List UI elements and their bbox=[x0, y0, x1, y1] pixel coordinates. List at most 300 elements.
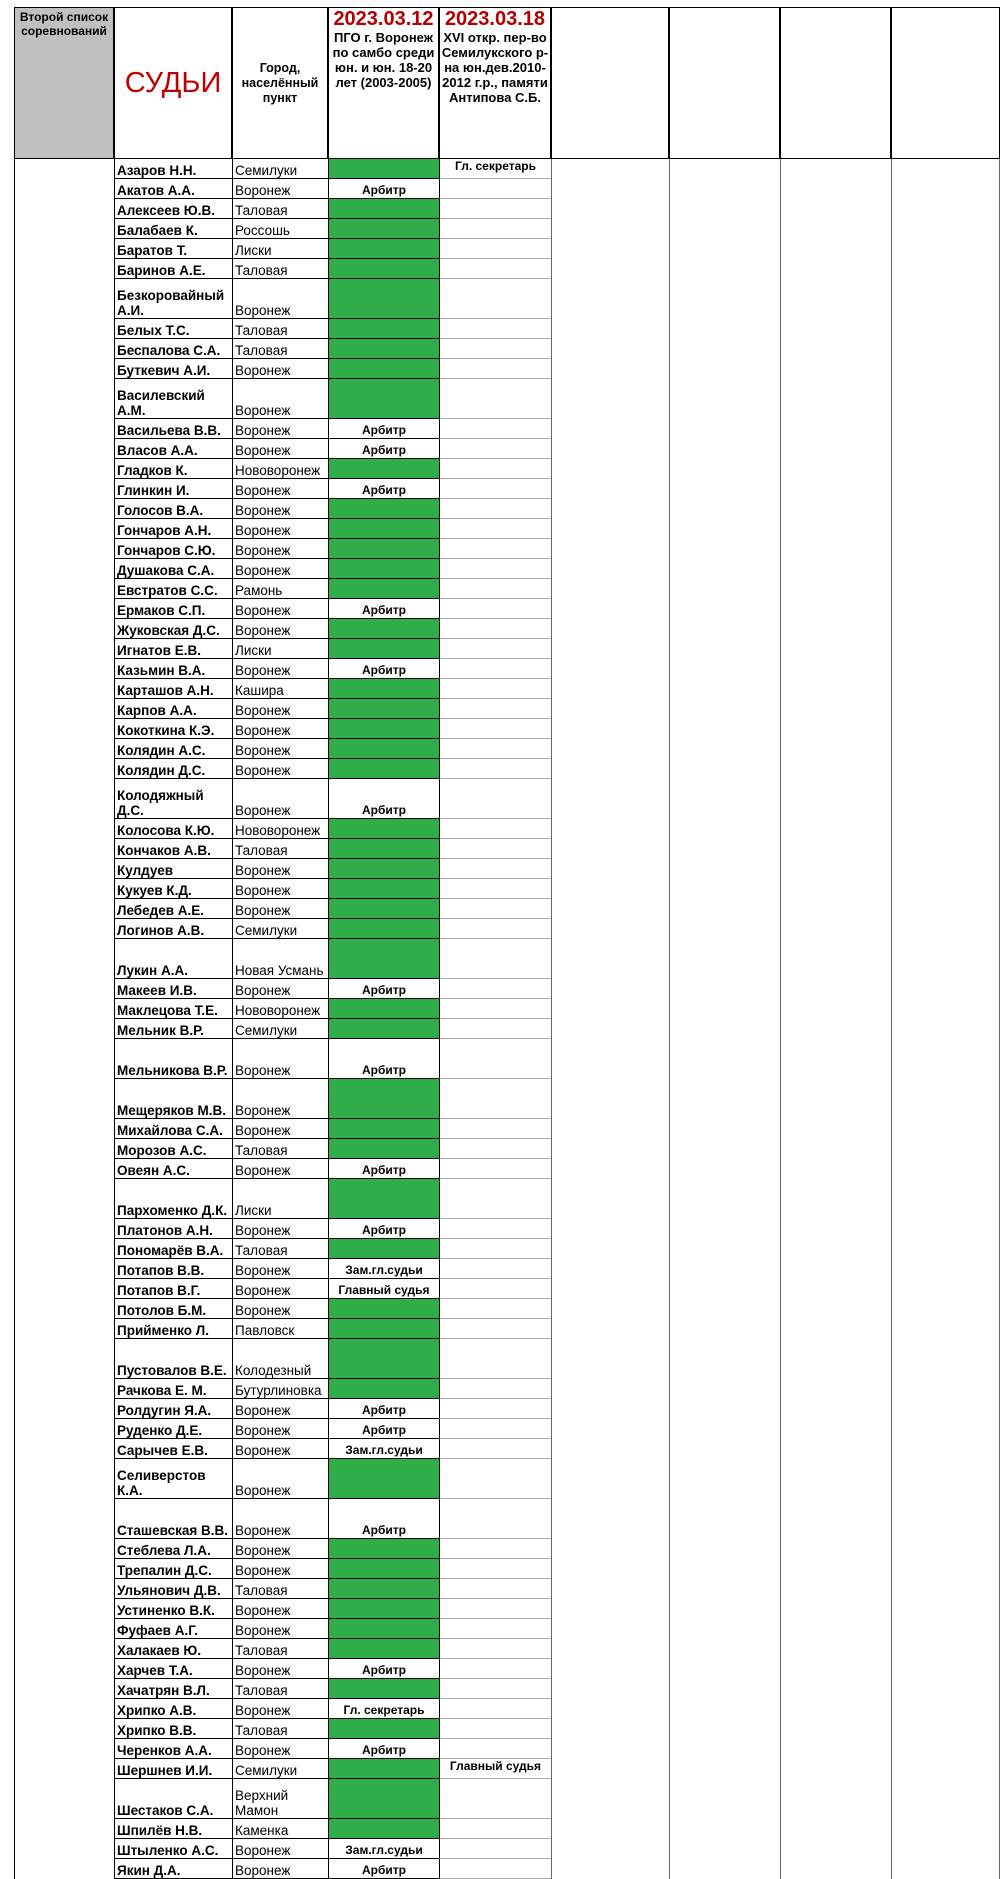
judge-c2-cell bbox=[439, 1859, 551, 1879]
judge-name-cell: Балабаев К. bbox=[114, 219, 232, 239]
judge-name-cell: Жуковская Д.С. bbox=[114, 619, 232, 639]
judge-c2-cell bbox=[439, 1639, 551, 1659]
judge-city-cell: Воронеж bbox=[232, 619, 328, 639]
judge-c2-cell bbox=[439, 1239, 551, 1259]
judge-c2-cell bbox=[439, 1399, 551, 1419]
judge-c2-cell bbox=[439, 479, 551, 499]
judge-city-cell: Таловая bbox=[232, 259, 328, 279]
judge-c1-cell: Арбитр bbox=[328, 179, 439, 199]
judge-city-cell: Воронеж bbox=[232, 659, 328, 679]
judge-c2-cell bbox=[439, 1079, 551, 1119]
judge-city-cell: Бутурлиновка bbox=[232, 1379, 328, 1399]
judge-name-cell: Потапов В.В. bbox=[114, 1259, 232, 1279]
judge-name-cell: Потапов В.Г. bbox=[114, 1279, 232, 1299]
judge-c1-cell: Зам.гл.судьи bbox=[328, 1259, 439, 1279]
judge-c2-cell bbox=[439, 1339, 551, 1379]
judge-name-cell: Руденко Д.Е. bbox=[114, 1419, 232, 1439]
judge-c2-cell bbox=[439, 679, 551, 699]
judge-name-cell: Халакаев Ю. bbox=[114, 1639, 232, 1659]
judge-name-cell: Морозов А.С. bbox=[114, 1139, 232, 1159]
judge-c1-cell bbox=[328, 1539, 439, 1559]
judge-city-cell: Воронеж bbox=[232, 879, 328, 899]
judge-name-cell: Шестаков С.А. bbox=[114, 1779, 232, 1819]
judge-c1-cell bbox=[328, 1679, 439, 1699]
judge-c2-cell bbox=[439, 499, 551, 519]
judge-name-cell: Сташевская В.В. bbox=[114, 1499, 232, 1539]
judge-name-cell: Ролдугин Я.А. bbox=[114, 1399, 232, 1419]
judge-city-cell: Воронеж bbox=[232, 499, 328, 519]
judge-c1-cell: Арбитр bbox=[328, 1499, 439, 1539]
judge-c2-cell bbox=[439, 619, 551, 639]
judge-name-cell: Васильева В.В. bbox=[114, 419, 232, 439]
judge-c2-cell bbox=[439, 179, 551, 199]
judge-c1-cell: Арбитр bbox=[328, 1219, 439, 1239]
judge-name-cell: Пархоменко Д.К. bbox=[114, 1179, 232, 1219]
judge-name-cell: Харчев Т.А. bbox=[114, 1659, 232, 1679]
judge-city-cell: Воронеж bbox=[232, 479, 328, 499]
judge-c2-cell bbox=[439, 1679, 551, 1699]
judge-city-cell: Нововоронеж bbox=[232, 459, 328, 479]
judge-c1-cell bbox=[328, 519, 439, 539]
judge-city-cell: Воронеж bbox=[232, 1279, 328, 1299]
grid-line bbox=[14, 159, 15, 1879]
judge-c2-cell bbox=[439, 1779, 551, 1819]
judge-city-cell: Воронеж bbox=[232, 1159, 328, 1179]
judge-name-cell: Мельник В.Р. bbox=[114, 1019, 232, 1039]
judge-c2-cell bbox=[439, 979, 551, 999]
judge-name-cell: Стеблева Л.А. bbox=[114, 1539, 232, 1559]
judge-name-cell: Платонов А.Н. bbox=[114, 1219, 232, 1239]
judge-name-cell: Евстратов С.С. bbox=[114, 579, 232, 599]
judge-c2-cell bbox=[439, 459, 551, 479]
judge-c1-cell bbox=[328, 1619, 439, 1639]
judge-city-cell: Таловая bbox=[232, 1719, 328, 1739]
judge-city-cell: Россошь bbox=[232, 219, 328, 239]
judge-c2-cell bbox=[439, 559, 551, 579]
judge-city-cell: Воронеж bbox=[232, 519, 328, 539]
judge-c1-cell bbox=[328, 999, 439, 1019]
judge-c2-cell bbox=[439, 379, 551, 419]
judge-c1-cell bbox=[328, 1179, 439, 1219]
judge-c2-cell bbox=[439, 739, 551, 759]
judge-c1-cell bbox=[328, 639, 439, 659]
judge-c2-cell bbox=[439, 339, 551, 359]
judge-c1-cell bbox=[328, 1299, 439, 1319]
judge-c2-cell bbox=[439, 439, 551, 459]
judge-c1-cell bbox=[328, 899, 439, 919]
judge-c1-cell bbox=[328, 1319, 439, 1339]
judge-c1-cell bbox=[328, 1379, 439, 1399]
judge-c1-cell bbox=[328, 619, 439, 639]
judge-c1-cell: Арбитр bbox=[328, 1419, 439, 1439]
judge-city-cell: Воронеж bbox=[232, 179, 328, 199]
judge-c1-cell bbox=[328, 879, 439, 899]
judge-c1-cell bbox=[328, 1459, 439, 1499]
judge-name-cell: Душакова С.А. bbox=[114, 559, 232, 579]
judge-name-cell: Буткевич А.И. bbox=[114, 359, 232, 379]
judge-name-cell: Хачатрян В.Л. bbox=[114, 1679, 232, 1699]
judge-city-cell: Воронеж bbox=[232, 1259, 328, 1279]
judge-c2-cell bbox=[439, 1819, 551, 1839]
judge-name-cell: Штыленко А.С. bbox=[114, 1839, 232, 1859]
judge-city-cell: Нововоронеж bbox=[232, 819, 328, 839]
judge-c2-cell bbox=[439, 1439, 551, 1459]
judge-name-cell: Устиненко В.К. bbox=[114, 1599, 232, 1619]
judge-city-cell: Таловая bbox=[232, 319, 328, 339]
judge-c1-cell: Арбитр bbox=[328, 979, 439, 999]
judge-city-cell: Воронеж bbox=[232, 1659, 328, 1679]
judge-c2-cell bbox=[439, 1219, 551, 1239]
judge-name-cell: Колосова К.Ю. bbox=[114, 819, 232, 839]
judge-c1-cell: Арбитр bbox=[328, 419, 439, 439]
judge-c1-cell bbox=[328, 859, 439, 879]
judge-c2-cell bbox=[439, 1139, 551, 1159]
judge-city-cell: Воронеж bbox=[232, 419, 328, 439]
judge-city-cell: Каменка bbox=[232, 1819, 328, 1839]
judge-name-cell: Прийменко Л. bbox=[114, 1319, 232, 1339]
judge-name-cell: Баринов А.Е. bbox=[114, 259, 232, 279]
judge-name-cell: Василевский А.М. bbox=[114, 379, 232, 419]
judge-city-cell: Воронеж bbox=[232, 979, 328, 999]
judge-name-cell: Маклецова Т.Е. bbox=[114, 999, 232, 1019]
judge-city-cell: Павловск bbox=[232, 1319, 328, 1339]
judge-c1-cell bbox=[328, 539, 439, 559]
judge-name-cell: Михайлова С.А. bbox=[114, 1119, 232, 1139]
judge-c2-cell bbox=[439, 579, 551, 599]
judge-city-cell: Таловая bbox=[232, 199, 328, 219]
judge-city-cell: Таловая bbox=[232, 839, 328, 859]
judge-c2-cell bbox=[439, 539, 551, 559]
judge-name-cell: Акатов А.А. bbox=[114, 179, 232, 199]
judge-c1-cell bbox=[328, 1559, 439, 1579]
competition-header-1 bbox=[328, 7, 439, 159]
judge-c1-cell bbox=[328, 1639, 439, 1659]
judge-name-cell: Шершнев И.И. bbox=[114, 1759, 232, 1779]
judge-name-cell: Карпов А.А. bbox=[114, 699, 232, 719]
judge-c2-cell bbox=[439, 1259, 551, 1279]
judge-c1-cell: Арбитр bbox=[328, 1159, 439, 1179]
judge-c2-cell bbox=[439, 1739, 551, 1759]
judge-city-cell: Воронеж bbox=[232, 1419, 328, 1439]
judge-c2-cell bbox=[439, 839, 551, 859]
judge-c2-cell: Главный судья bbox=[439, 1759, 551, 1779]
judge-c2-cell bbox=[439, 1539, 551, 1559]
judge-name-cell: Хрипко А.В. bbox=[114, 1699, 232, 1719]
judge-c1-cell bbox=[328, 339, 439, 359]
judge-c2-cell bbox=[439, 859, 551, 879]
judge-city-cell: Воронеж bbox=[232, 359, 328, 379]
judge-c1-cell: Арбитр bbox=[328, 479, 439, 499]
judge-city-cell: Воронеж bbox=[232, 759, 328, 779]
judge-city-cell: Воронеж bbox=[232, 1399, 328, 1419]
judge-name-cell: Ермаков С.П. bbox=[114, 599, 232, 619]
judge-name-cell: Мещеряков М.В. bbox=[114, 1079, 232, 1119]
judge-c2-cell bbox=[439, 199, 551, 219]
judge-city-cell: Нововоронеж bbox=[232, 999, 328, 1019]
judge-c1-cell bbox=[328, 1139, 439, 1159]
judge-c2-cell bbox=[439, 239, 551, 259]
judge-c2-cell bbox=[439, 1419, 551, 1439]
judge-c1-cell bbox=[328, 679, 439, 699]
judge-name-cell: Баратов Т. bbox=[114, 239, 232, 259]
judge-c2-cell bbox=[439, 1719, 551, 1739]
judge-city-cell: Лиски bbox=[232, 239, 328, 259]
judge-name-cell: Власов А.А. bbox=[114, 439, 232, 459]
judge-city-cell: Таловая bbox=[232, 1639, 328, 1659]
judge-name-cell: Рачкова Е. М. bbox=[114, 1379, 232, 1399]
judge-c1-cell bbox=[328, 739, 439, 759]
judge-name-cell: Кукуев К.Д. bbox=[114, 879, 232, 899]
judge-c1-cell: Гл. секретарь bbox=[328, 1699, 439, 1719]
judge-c1-cell: Арбитр bbox=[328, 599, 439, 619]
judge-city-cell: Воронеж bbox=[232, 1499, 328, 1539]
judge-c2-cell bbox=[439, 279, 551, 319]
judge-c2-cell bbox=[439, 1039, 551, 1079]
judge-name-cell: Гончаров С.Ю. bbox=[114, 539, 232, 559]
judge-city-cell: Таловая bbox=[232, 1239, 328, 1259]
judge-c1-cell bbox=[328, 259, 439, 279]
judge-c2-cell bbox=[439, 1839, 551, 1859]
judge-c2-cell bbox=[439, 1459, 551, 1499]
judge-c1-cell bbox=[328, 379, 439, 419]
judge-city-cell: Воронеж bbox=[232, 859, 328, 879]
judge-c1-cell bbox=[328, 939, 439, 979]
judge-name-cell: Логинов А.В. bbox=[114, 919, 232, 939]
judge-city-cell: Воронеж bbox=[232, 599, 328, 619]
competition-date-2: 2023.03.18 bbox=[444, 8, 546, 30]
judge-city-cell: Семилуки bbox=[232, 159, 328, 179]
judge-city-cell: Воронеж bbox=[232, 1739, 328, 1759]
judge-c2-cell bbox=[439, 319, 551, 339]
judge-c2-cell bbox=[439, 699, 551, 719]
judge-name-cell: Селиверстов К.А. bbox=[114, 1459, 232, 1499]
judge-city-cell: Колодезный bbox=[232, 1339, 328, 1379]
judge-c2-cell bbox=[439, 1699, 551, 1719]
judge-c1-cell: Арбитр bbox=[328, 1399, 439, 1419]
judge-c1-cell bbox=[328, 1019, 439, 1039]
judge-c1-cell bbox=[328, 1779, 439, 1819]
judge-c1-cell bbox=[328, 219, 439, 239]
judge-c1-cell bbox=[328, 559, 439, 579]
judge-c2-cell bbox=[439, 1179, 551, 1219]
judge-c1-cell bbox=[328, 459, 439, 479]
judge-name-cell: Колядин А.С. bbox=[114, 739, 232, 759]
judge-c1-cell bbox=[328, 1339, 439, 1379]
judge-city-cell: Рамонь bbox=[232, 579, 328, 599]
judge-name-cell: Игнатов Е.В. bbox=[114, 639, 232, 659]
judge-c1-cell bbox=[328, 919, 439, 939]
judge-name-cell: Якин Д.А. bbox=[114, 1859, 232, 1879]
judge-c2-cell bbox=[439, 1159, 551, 1179]
judge-city-cell: Воронеж bbox=[232, 279, 328, 319]
judge-name-cell: Кончаков А.В. bbox=[114, 839, 232, 859]
judge-city-cell: Воронеж bbox=[232, 439, 328, 459]
judge-city-cell: Воронеж bbox=[232, 1839, 328, 1859]
judge-c1-cell: Арбитр bbox=[328, 439, 439, 459]
judge-name-cell: Лебедев А.Е. bbox=[114, 899, 232, 919]
judge-name-cell: Голосов В.А. bbox=[114, 499, 232, 519]
judge-c2-cell bbox=[439, 879, 551, 899]
judge-name-cell: Трепалин Д.С. bbox=[114, 1559, 232, 1579]
judge-city-cell: Воронеж bbox=[232, 779, 328, 819]
judge-c1-cell bbox=[328, 1719, 439, 1739]
judge-c2-cell: Гл. секретарь bbox=[439, 159, 551, 179]
competition-header-2 bbox=[439, 7, 551, 159]
judge-city-cell: Кашира bbox=[232, 679, 328, 699]
empty-header-3 bbox=[551, 7, 669, 159]
judge-c2-cell bbox=[439, 1659, 551, 1679]
judge-c2-cell bbox=[439, 639, 551, 659]
judge-name-cell: Макеев И.В. bbox=[114, 979, 232, 999]
judge-c1-cell bbox=[328, 1759, 439, 1779]
judge-c1-cell bbox=[328, 819, 439, 839]
judge-name-cell: Гончаров А.Н. bbox=[114, 519, 232, 539]
judge-c2-cell bbox=[439, 1119, 551, 1139]
judge-city-cell: Таловая bbox=[232, 339, 328, 359]
judge-city-cell: Воронеж bbox=[232, 1859, 328, 1879]
judge-c2-cell bbox=[439, 599, 551, 619]
city-column-header: Город, населённый пункт bbox=[232, 7, 328, 159]
second-list-header: Второй список соревнований bbox=[14, 7, 114, 159]
judge-name-cell: Карташов А.Н. bbox=[114, 679, 232, 699]
judge-c1-cell bbox=[328, 1119, 439, 1139]
empty-header-5 bbox=[780, 7, 891, 159]
judge-city-cell: Воронеж bbox=[232, 1119, 328, 1139]
judge-c2-cell bbox=[439, 419, 551, 439]
judge-city-cell: Воронеж bbox=[232, 1539, 328, 1559]
judge-c2-cell bbox=[439, 779, 551, 819]
judge-c1-cell bbox=[328, 319, 439, 339]
judge-c1-cell bbox=[328, 159, 439, 179]
judge-name-cell: Безкоровайный А.И. bbox=[114, 279, 232, 319]
judge-c1-cell: Арбитр bbox=[328, 1859, 439, 1879]
judge-c1-cell: Зам.гл.судьи bbox=[328, 1439, 439, 1459]
judge-c2-cell bbox=[439, 219, 551, 239]
judge-city-cell: Воронеж bbox=[232, 1439, 328, 1459]
judge-city-cell: Семилуки bbox=[232, 1019, 328, 1039]
judge-c1-cell bbox=[328, 759, 439, 779]
empty-header-6 bbox=[891, 7, 1000, 159]
judge-city-cell: Воронеж bbox=[232, 1619, 328, 1639]
judge-city-cell: Новая Усмань bbox=[232, 939, 328, 979]
judge-city-cell: Семилуки bbox=[232, 919, 328, 939]
judge-city-cell: Воронеж bbox=[232, 1559, 328, 1579]
judge-c2-cell bbox=[439, 1379, 551, 1399]
judge-city-cell: Воронеж bbox=[232, 1599, 328, 1619]
competition-title-1: ПГО г. Воронеж по самбо среди юн. и юн. 18-20 лет (2003-2005) bbox=[332, 30, 435, 90]
judge-city-cell: Воронеж bbox=[232, 1219, 328, 1239]
judge-city-cell: Верхний Мамон bbox=[232, 1779, 328, 1819]
judge-c2-cell bbox=[439, 919, 551, 939]
judge-c2-cell bbox=[439, 1619, 551, 1639]
judge-name-cell: Беспалова С.А. bbox=[114, 339, 232, 359]
judge-c1-cell bbox=[328, 499, 439, 519]
grid-line bbox=[891, 159, 892, 1879]
judge-city-cell: Воронеж bbox=[232, 1079, 328, 1119]
judge-city-cell: Воронеж bbox=[232, 1039, 328, 1079]
judge-c2-cell bbox=[439, 719, 551, 739]
judge-c1-cell: Арбитр bbox=[328, 1039, 439, 1079]
judge-name-cell: Фуфаев А.Г. bbox=[114, 1619, 232, 1639]
judge-name-cell: Сарычев Е.В. bbox=[114, 1439, 232, 1459]
judge-name-cell: Шпилёв Н.В. bbox=[114, 1819, 232, 1839]
judge-name-cell: Глинкин И. bbox=[114, 479, 232, 499]
judge-city-cell: Воронеж bbox=[232, 559, 328, 579]
judge-city-cell: Воронеж bbox=[232, 1459, 328, 1499]
judge-c1-cell bbox=[328, 1239, 439, 1259]
judge-c1-cell bbox=[328, 279, 439, 319]
judge-name-cell: Алексеев Ю.В. bbox=[114, 199, 232, 219]
judge-name-cell: Ульянович Д.В. bbox=[114, 1579, 232, 1599]
judge-c2-cell bbox=[439, 819, 551, 839]
judge-c1-cell bbox=[328, 699, 439, 719]
judge-c2-cell bbox=[439, 939, 551, 979]
judge-c1-cell bbox=[328, 199, 439, 219]
judge-name-cell: Мельникова В.Р. bbox=[114, 1039, 232, 1079]
judge-name-cell: Колодяжный Д.С. bbox=[114, 779, 232, 819]
grid-line bbox=[780, 159, 781, 1879]
judge-c1-cell bbox=[328, 239, 439, 259]
judge-name-cell: Лукин А.А. bbox=[114, 939, 232, 979]
judge-c1-cell: Зам.гл.судьи bbox=[328, 1839, 439, 1859]
judge-city-cell: Лиски bbox=[232, 1179, 328, 1219]
judge-c1-cell: Арбитр bbox=[328, 1739, 439, 1759]
judge-c1-cell: Главный судья bbox=[328, 1279, 439, 1299]
judge-name-cell: Пустовалов В.Е. bbox=[114, 1339, 232, 1379]
judge-city-cell: Воронеж bbox=[232, 899, 328, 919]
judge-c1-cell bbox=[328, 719, 439, 739]
judge-c2-cell bbox=[439, 259, 551, 279]
judge-name-cell: Черенков А.А. bbox=[114, 1739, 232, 1759]
judge-c2-cell bbox=[439, 1559, 551, 1579]
judge-c2-cell bbox=[439, 1579, 551, 1599]
judge-city-cell: Воронеж bbox=[232, 719, 328, 739]
judge-c2-cell bbox=[439, 659, 551, 679]
judge-c1-cell bbox=[328, 839, 439, 859]
judge-name-cell: Хрипко В.В. bbox=[114, 1719, 232, 1739]
judge-name-cell: Кокоткина К.Э. bbox=[114, 719, 232, 739]
grid-line bbox=[669, 159, 670, 1879]
judges-title: СУДЬИ bbox=[114, 7, 232, 159]
judge-c2-cell bbox=[439, 999, 551, 1019]
judge-city-cell: Семилуки bbox=[232, 1759, 328, 1779]
judge-c2-cell bbox=[439, 359, 551, 379]
competition-title-2: XVI откр. пер-во Семилукского р-на юн.дев.2010-2012 г.р., памяти Антипова С.Б. bbox=[441, 30, 549, 105]
judge-name-cell: Белых Т.С. bbox=[114, 319, 232, 339]
judge-city-cell: Воронеж bbox=[232, 739, 328, 759]
judge-c1-cell bbox=[328, 1599, 439, 1619]
judge-name-cell: Кулдуев bbox=[114, 859, 232, 879]
judge-name-cell: Азаров Н.Н. bbox=[114, 159, 232, 179]
judge-c1-cell bbox=[328, 1579, 439, 1599]
judge-c1-cell bbox=[328, 579, 439, 599]
judge-name-cell: Гладков К. bbox=[114, 459, 232, 479]
judge-c2-cell bbox=[439, 899, 551, 919]
judge-c2-cell bbox=[439, 1279, 551, 1299]
judge-city-cell: Таловая bbox=[232, 1679, 328, 1699]
judge-c2-cell bbox=[439, 1599, 551, 1619]
judge-c1-cell bbox=[328, 359, 439, 379]
judge-c1-cell bbox=[328, 1079, 439, 1119]
judge-name-cell: Колядин Д.С. bbox=[114, 759, 232, 779]
judge-city-cell: Лиски bbox=[232, 639, 328, 659]
judge-city-cell: Воронеж bbox=[232, 1699, 328, 1719]
competition-date-1: 2023.03.12 bbox=[333, 8, 434, 30]
judge-c2-cell bbox=[439, 519, 551, 539]
judge-city-cell: Воронеж bbox=[232, 1299, 328, 1319]
judge-c2-cell bbox=[439, 1319, 551, 1339]
judge-city-cell: Воронеж bbox=[232, 539, 328, 559]
